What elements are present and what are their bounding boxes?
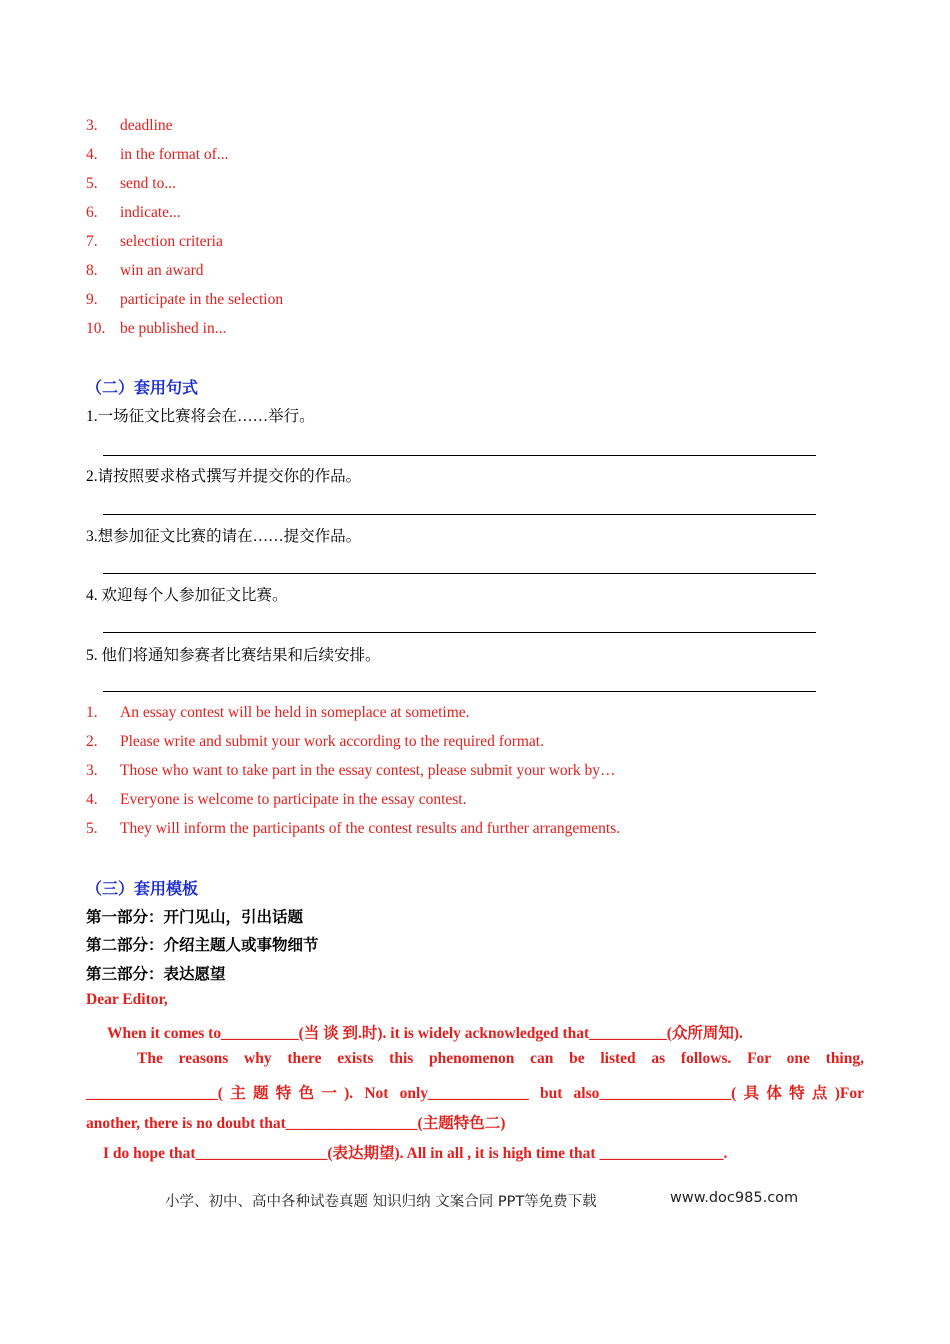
list-item: 4. in the format of... (86, 146, 229, 163)
list-item: 5. They will inform the participants of the contest results and further arrangements. (86, 820, 621, 837)
template-line-1: When it comes to__________(当 谈 到.时). it is widely acknowledged that__________(众所周知). (107, 1025, 743, 1042)
list-item: 3. Those who want to take part in the essay contest, please submit your work by… (86, 762, 616, 779)
list-item: 4. Everyone is welcome to participate in the essay contest. (86, 791, 467, 808)
phrase-list (86, 111, 283, 343)
section-heading-sentences: （二）套用句式 (86, 378, 199, 397)
answer-blank-line (103, 514, 816, 515)
template-line-3: _________________(主题特色一). Not only_____________ but also_________________(具体特点)For (86, 1085, 864, 1102)
answer-list (86, 698, 620, 843)
list-item: 5. send to... (86, 175, 176, 192)
question-2: 2.请按照要求格式撰写并提交你的作品。 (86, 468, 362, 485)
answer-blank-line (103, 455, 816, 456)
footer-url[interactable]: www.doc985.com (670, 1190, 799, 1206)
template-line-2: The reasons why there exists this phenomenon can be listed as follows. For one thing, (137, 1050, 864, 1067)
question-1: 1.一场征文比赛将会在……举行。 (86, 408, 315, 425)
list-item: 7. selection criteria (86, 233, 223, 250)
answer-blank-line (103, 691, 816, 692)
answer-blank-line (103, 632, 816, 633)
list-item: 3. deadline (86, 117, 173, 134)
list-item: 1. An essay contest will be held in someplace at sometime. (86, 704, 470, 721)
part-2: 第二部分：介绍主题人或事物细节 (86, 936, 319, 954)
list-item: 9. participate in the selection (86, 291, 284, 308)
list-item: 10. be published in... (86, 320, 227, 337)
question-5: 5. 他们将通知参赛者比赛结果和后续安排。 (86, 647, 381, 664)
answer-blank-line (103, 573, 816, 574)
list-item: 2. Please write and submit your work according to the required format. (86, 733, 544, 750)
part-3: 第三部分：表达愿望 (86, 965, 226, 983)
list-item: 8. win an award (86, 262, 204, 279)
section-heading-template: （三）套用模板 (86, 879, 199, 898)
template-line-4: another, there is no doubt that_________________(主题特色二) (86, 1115, 506, 1132)
template-line-5: I do hope that_________________(表达期望). All in all , it is high time that ________________. (103, 1145, 728, 1162)
footer-text: 小学、初中、高中各种试卷真题 知识归纳 文案合同 PPT等免费下载 (165, 1194, 597, 1210)
salutation: Dear Editor, (86, 991, 168, 1008)
list-item: 6. indicate... (86, 204, 181, 221)
question-3: 3.想参加征文比赛的请在……提交作品。 (86, 528, 362, 545)
part-1: 第一部分：开门见山，引出话题 (86, 908, 304, 926)
question-4: 4. 欢迎每个人参加征文比赛。 (86, 587, 288, 604)
